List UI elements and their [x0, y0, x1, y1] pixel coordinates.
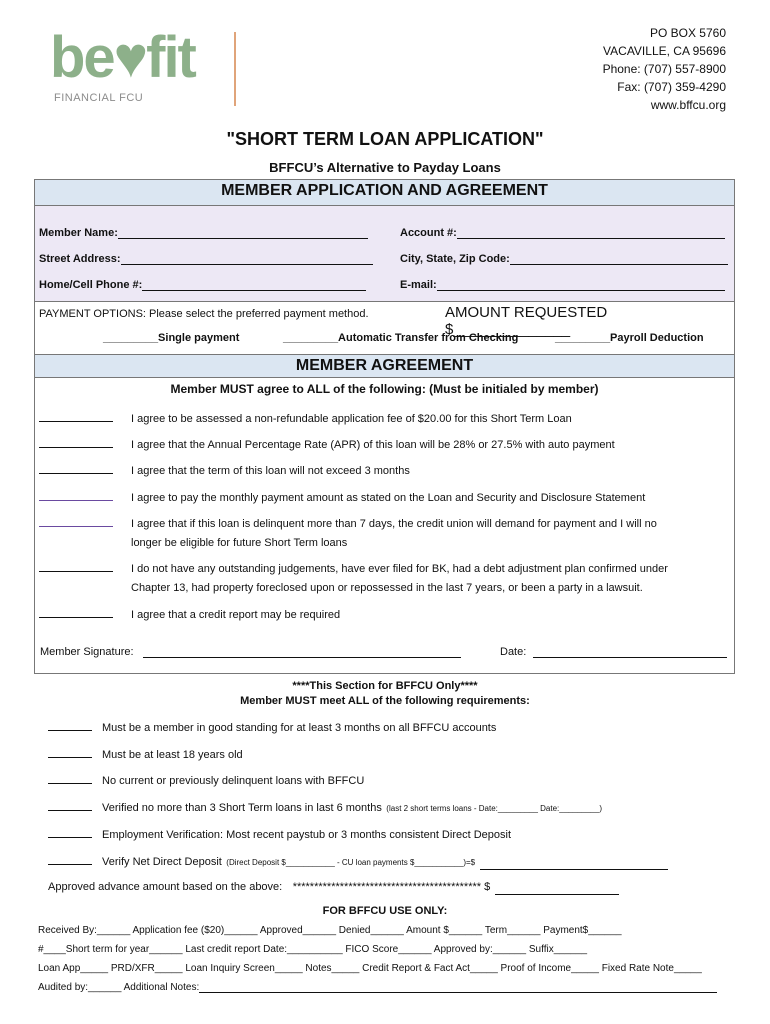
member-signature-field[interactable]: Member Signature: [40, 646, 461, 658]
member-application-heading: MEMBER APPLICATION AND AGREEMENT [35, 180, 734, 206]
use-only-row-2: #____Short term for year______ Last credit report Date:__________ FICO Score______ Approved by:______ Suffix______ [38, 944, 588, 955]
requirement-item: Verify Net Direct Deposit (Direct Deposit $___________ - CU loan payments $___________)=$ [48, 852, 668, 870]
account-field[interactable]: Account #: [400, 226, 725, 239]
application-box [34, 179, 735, 674]
bffcu-only-heading: ****This Section for BFFCU Only**** [292, 680, 478, 692]
use-only-heading: FOR BFFCU USE ONLY: [322, 905, 448, 917]
agreement-item: I agree that the Annual Percentage Rate (APR) of this loan will be 28% or 27.5% with auto payment [39, 435, 615, 455]
initial-line[interactable] [39, 617, 113, 618]
phone-field[interactable]: Home/Cell Phone #: [39, 278, 366, 291]
logo-wordmark: be♥fit [50, 25, 195, 90]
bffcu-requirements-instruction: Member MUST meet ALL of the following requirements: [240, 695, 530, 707]
member-agreement-heading: MEMBER AGREEMENT [35, 354, 734, 378]
check-line[interactable] [48, 757, 92, 758]
email-field[interactable]: E-mail: [400, 278, 725, 291]
agreement-item: I agree that if this loan is delinquent more than 7 days, the credit union will demand for payment and I will no [39, 514, 657, 534]
address-block [603, 24, 726, 114]
use-only-row-3: Loan App_____ PRD/XFR_____ Loan Inquiry Screen_____ Notes_____ Credit Report & Fact Act_____ Proof of Income_____ Fixed Rate Note_____ [38, 963, 702, 974]
city-state-zip-field[interactable]: City, State, Zip Code: [400, 252, 728, 265]
address-po-box: PO BOX 5760 [649, 26, 726, 40]
payment-option-auto-transfer[interactable]: _________Automatic Transfer from Checking [283, 332, 519, 344]
address-phone: Phone: (707) 557-8900 [602, 62, 726, 76]
logo-subtitle: FINANCIAL FCU [54, 92, 144, 104]
check-line[interactable] [48, 783, 92, 784]
check-line[interactable] [48, 730, 92, 731]
agreement-instruction: Member MUST agree to ALL of the following: (Must be initialed by member) [170, 382, 599, 396]
initial-line[interactable] [39, 571, 113, 572]
initial-line[interactable] [39, 500, 113, 501]
bffcu-logo [50, 25, 250, 108]
use-only-row-1: Received By:______ Application fee ($20)______ Approved______ Denied______ Amount $______ Term______ Payment$______ [38, 925, 622, 936]
page-title: "SHORT TERM LOAN APPLICATION" [226, 129, 544, 149]
agreement-item: I agree that a credit report may be required [39, 605, 340, 625]
payment-options-prompt: PAYMENT OPTIONS: Please select the preferred payment method. [39, 308, 369, 320]
agreement-item: I agree that the term of this loan will not exceed 3 months [39, 461, 410, 481]
payment-option-single[interactable]: _________Single payment [103, 332, 240, 344]
approved-amount-row[interactable]: Approved advance amount based on the above: ******************************************** $ [48, 877, 619, 895]
logo-divider [234, 32, 236, 106]
requirement-item: No current or previously delinquent loans with BFFCU [48, 771, 364, 789]
address-fax: Fax: (707) 359-4290 [617, 80, 726, 94]
requirement-item: Employment Verification: Most recent paystub or 3 months consistent Direct Deposit [48, 825, 511, 843]
agreement-item: I do not have any outstanding judgements, have ever filed for BK, had a debt adjustment plan confirmed under [39, 559, 668, 579]
initial-line[interactable] [39, 421, 113, 422]
member-name-field[interactable]: Member Name: [39, 226, 368, 239]
street-address-field[interactable]: Street Address: [39, 252, 373, 265]
agreement-item: I agree to be assessed a non-refundable application fee of $20.00 for this Short Term Loan [39, 409, 572, 429]
requirement-item: Must be at least 18 years old [48, 745, 243, 763]
initial-line[interactable] [39, 473, 113, 474]
agreement-item: I agree to pay the monthly payment amount as stated on the Loan and Security and Disclosure Statement [39, 488, 645, 508]
amount-requested-field[interactable]: AMOUNT REQUESTED $______________ [445, 304, 608, 338]
agreement-item-continued: longer be eligible for future Short Term loans [131, 537, 348, 549]
signature-date-field[interactable]: Date: [500, 646, 727, 658]
check-line[interactable] [48, 810, 92, 811]
check-line[interactable] [48, 837, 92, 838]
check-line[interactable] [48, 864, 92, 865]
requirement-item: Must be a member in good standing for at least 3 months on all BFFCU accounts [48, 718, 496, 736]
address-web: www.bffcu.org [650, 98, 726, 112]
page-subtitle: BFFCU’s Alternative to Payday Loans [269, 160, 501, 175]
requirement-item: Verified no more than 3 Short Term loans in last 6 months (last 2 short terms loans - Date:_________ Date:_________) [48, 798, 602, 816]
initial-line[interactable] [39, 526, 113, 527]
use-only-row-4: Audited by:______ Additional Notes: [38, 982, 717, 993]
address-city: VACAVILLE, CA 95696 [603, 44, 726, 58]
initial-line[interactable] [39, 447, 113, 448]
agreement-item-continued: Chapter 13, had property foreclosed upon or repossessed in the last 7 years, or been a party in a lawsuit. [131, 582, 643, 594]
payment-option-payroll[interactable]: _________Payroll Deduction [555, 332, 704, 344]
